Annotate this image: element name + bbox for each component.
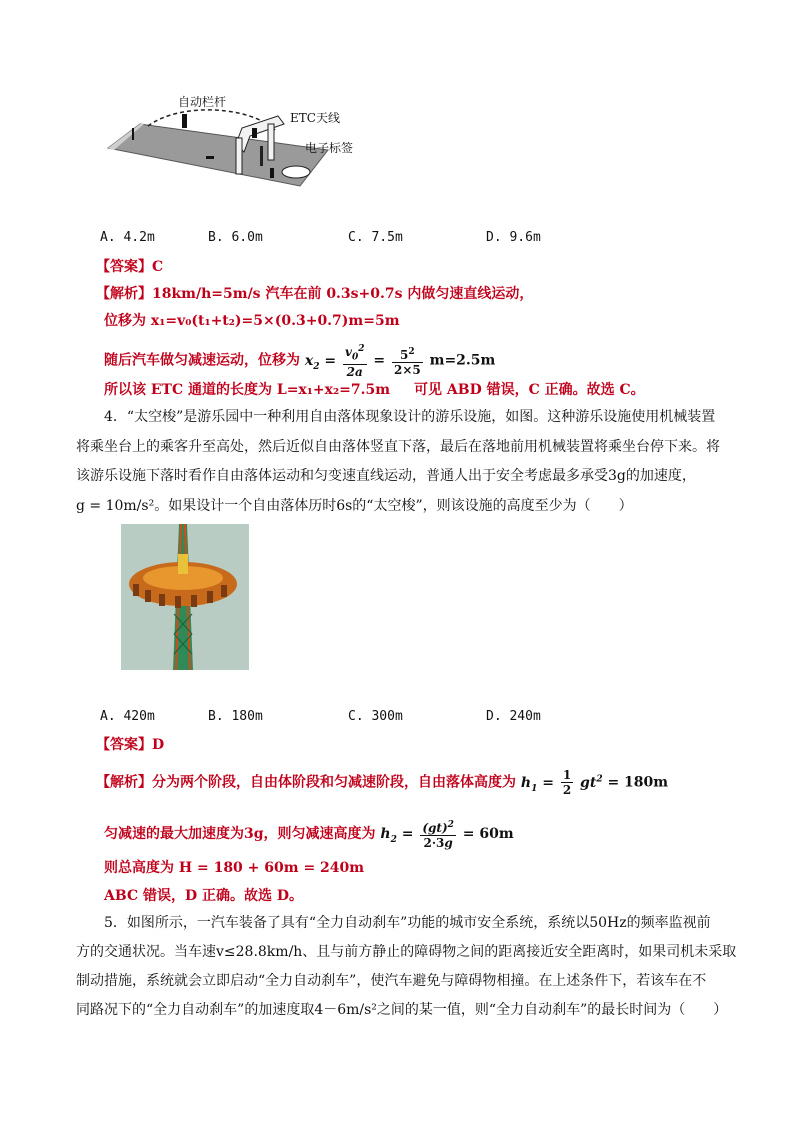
q5-stem-line3: 制动措施，系统就会立即启动“全力自动刹车”，使汽车避免与障碍物相撞。在上述条件下，若该车在不 xyxy=(76,973,707,989)
q5-stem-line2: 方的交通状况。当车速v≤28.8km/h、且与前方静止的障碍物之间的距离接近安全距离时，如果司机未采取 xyxy=(76,944,737,960)
q4-option-a: A. 420m xyxy=(100,709,155,724)
q4-line2-prefix: 匀减速的最大加速度为3g，则匀减速高度为 xyxy=(104,826,376,842)
q3-analysis-tag: 【解析】 xyxy=(96,286,152,302)
q3-analysis-line3-prefix: 随后汽车做匀减速运动，位移为 xyxy=(104,352,300,369)
q4-fraction-2: $\frac{(gt)^2}{2\cdot 3g}$ xyxy=(422,820,454,850)
q4-h2-symbol: $h_2$ = xyxy=(380,826,414,845)
q5-stem-line4: 同路况下的“全力自动刹车”的加速度取4－6m/s²之间的某一值，则“全力自动刹车”的最长时间为（ ） xyxy=(76,1002,728,1018)
q3-line4-tail: 可见 ABD 错误，C 正确。故选 C。 xyxy=(414,382,645,398)
q3-option-d: D. 9.6m xyxy=(486,230,541,245)
q3-analysis-line2: 位移为 x₁=v₀(t₁+t₂)=5×(0.3+0.7)m=5m xyxy=(104,313,400,329)
q3-analysis-line1 xyxy=(96,284,533,304)
q4-analysis-line4: ABC 错误，D 正确。故选 D。 xyxy=(104,888,304,904)
q4-stem-line4: g = 10m/s²。如果设计一个自由落体历时6s的“太空梭”，则该设施的高度至少为（ ） xyxy=(76,498,633,514)
q3-analysis-line4 xyxy=(104,380,645,400)
q4-stem-line3: 该游乐设施下落时看作自由落体运动和匀变速直线运动，普通人出于安全考虑最多承受3g的加速度， xyxy=(76,468,696,484)
q3-analysis-line3: 随后汽车做匀减速运动，位移为 $x_2$ = $\frac{v_0^2}{2a}$ = $\frac{5^2}{2\times 5}$ m=2.5m xyxy=(104,344,496,380)
q3-option-b: B. 6.0m xyxy=(208,230,263,245)
q3-x2-symbol: $x_2$ = xyxy=(304,352,337,372)
q3-option-c: C. 7.5m xyxy=(348,230,403,245)
q4-option-c: C. 300m xyxy=(348,709,403,724)
q3-option-a: A. 4.2m xyxy=(100,230,155,245)
q4-fraction-half: $\frac{1}{2}$ xyxy=(562,768,572,797)
auto-gate-label: 自动栏杆 xyxy=(178,95,227,109)
q3-fraction-1: $\frac{v_0^2}{2a}$ xyxy=(344,344,365,380)
q4-h1-symbol: $h_1$ = xyxy=(520,774,554,794)
q4-analysis-line1: 【解析】分为两个阶段，自由体阶段和匀减速阶段，自由落体高度为 $h_1$ = $\frac{1}{2}$ $gt^2 = 180m$ xyxy=(96,768,669,797)
space-shot-tower-photo xyxy=(121,524,249,670)
electronic-tag-label: 电子标签 xyxy=(305,141,354,155)
q4-option-b: B. 180m xyxy=(208,709,263,724)
q4-answer: 【答案】D xyxy=(96,737,165,753)
q4-stem-line2: 将乘坐台上的乘客升至高处，然后近似自由落体竖直下落，最后在落地前用机械装置将乘坐台停下来。将 xyxy=(76,439,720,455)
q4-stem-line1: 4．“太空梭”是游乐园中一种利用自由落体现象设计的游乐设施，如图。这种游乐设施使用机械装置 xyxy=(104,409,716,425)
q4-line1-result: = 180m xyxy=(607,774,669,791)
q4-analysis-line2 xyxy=(104,818,514,850)
q3-fraction-2: $\frac{5^2}{2\times 5}$ xyxy=(393,346,421,377)
etc-antenna-label: ETC天线 xyxy=(290,111,340,125)
q3-line4-text: 所以该 ETC 通道的长度为 L=x₁+x₂=7.5m xyxy=(104,382,391,398)
q3-analysis-text1: 18km/h=5m/s 汽车在前 0.3s+0.7s 内做匀速直线运动， xyxy=(152,286,534,302)
q4-line2-result: = 60m xyxy=(462,826,514,842)
q4-analysis-tag: 【解析】 xyxy=(96,774,152,791)
q4-option-d: D. 240m xyxy=(486,709,541,724)
q3-answer: 【答案】C xyxy=(96,259,164,275)
q5-stem-line1: 5．如图所示，一汽车装备了具有“全力自动刹车”功能的城市安全系统，系统以50Hz的频率监视前 xyxy=(104,915,711,931)
q4-analysis-text1: 分为两个阶段，自由体阶段和匀减速阶段，自由落体高度为 xyxy=(152,774,516,791)
q3-analysis-line3-result: m=2.5m xyxy=(429,352,496,369)
q4-analysis-line3: 则总高度为 H = 180 + 60m = 240m xyxy=(104,860,365,876)
